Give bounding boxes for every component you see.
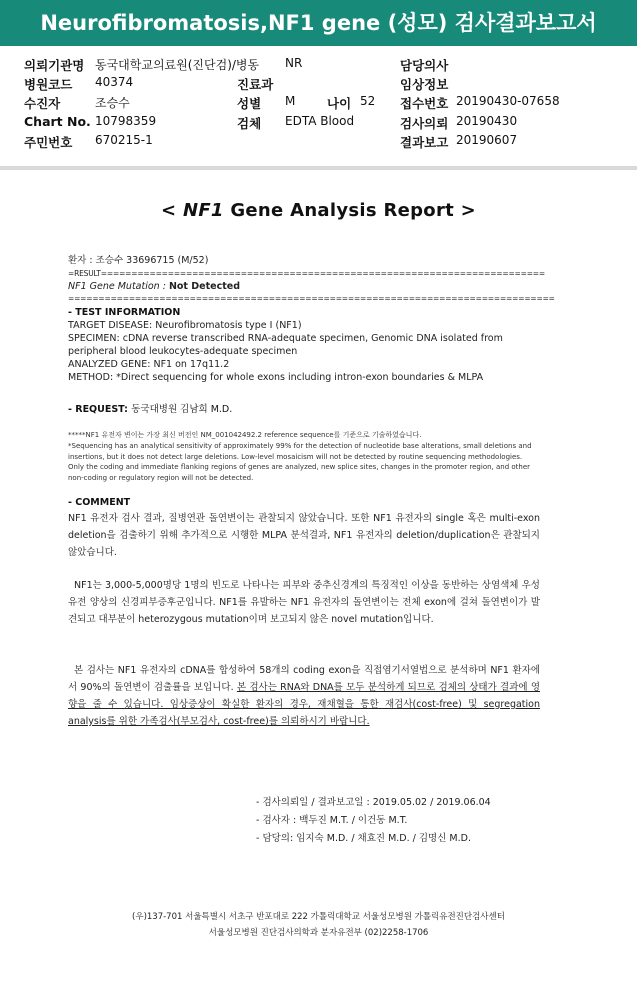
- request-report-dates: - 검사의뢰일 / 결과보고일 : 2019.05.02 / 2019.06.04: [256, 797, 491, 808]
- value-receipt-no: 20190430-07658: [456, 94, 560, 108]
- patient-line: 환자 : 조승수 33696715 (M/52): [68, 255, 209, 266]
- report-title-bar: Neurofibromatosis,NF1 gene (성모) 검사결과보고서: [0, 0, 637, 46]
- value-age: 52: [360, 94, 376, 108]
- value-report-date: 20190607: [456, 133, 518, 147]
- value-resident-no: 670215-1: [95, 133, 153, 147]
- result-separator: =RESULT=========================================================================: [68, 269, 545, 278]
- label-department: 진료과: [237, 77, 274, 92]
- label-doctor: 담당의사: [400, 58, 449, 73]
- label-patient: 수진자: [24, 96, 61, 111]
- report-heading: < NF1 Gene Analysis Report >: [161, 200, 476, 221]
- separator: ================================================================================: [68, 294, 555, 303]
- label-specimen: 검체: [237, 116, 262, 131]
- reference-note: *****NF1 유전자 변이는 가장 최신 버전인 NM_001042492.2 reference sequence를 기준으로 기술하였습니다.: [68, 431, 422, 439]
- label-sex: 성별: [237, 96, 262, 111]
- comment-paragraph-1: NF1 유전자 검사 결과, 질병연관 돌연변이는 관찰되지 않았습니다. 또한 NF1 유전자의 single 혹은 multi-exon deletion을 검출하기 위해 추가적으로 시행한 MLPA 분석결과, NF1 유전자의 deletion/duplication은 관찰되지 않았습니다.: [68, 513, 540, 558]
- label-resident-no: 주민번호: [24, 135, 73, 150]
- specimen-line-1: SPECIMEN: cDNA reverse transcribed RNA-adequate specimen, Genomic DNA isolated from: [68, 333, 503, 344]
- request-line: - REQUEST: 동국대병원 김남희 M.D.: [68, 404, 233, 415]
- value-specimen: EDTA Blood: [285, 114, 355, 128]
- specimen-line-2: peripheral blood leukocytes-adequate specimen: [68, 346, 298, 357]
- method: METHOD: *Direct sequencing for whole exons including intron-exon boundaries & MLPA: [68, 372, 484, 383]
- label-chart-no: Chart No.: [24, 114, 91, 129]
- label-hospital-code: 병원코드: [24, 77, 73, 92]
- patient-header: [0, 46, 637, 166]
- value-ward: NR: [285, 56, 303, 70]
- physicians: - 담당의: 임지숙 M.D. / 채효진 M.D. / 김명신 M.D.: [256, 833, 471, 844]
- value-sex: M: [285, 94, 296, 108]
- target-disease: TARGET DISEASE: Neurofibromatosis type I (NF1): [68, 320, 302, 331]
- label-age: 나이: [327, 96, 352, 111]
- value-chart-no: 10798359: [95, 114, 157, 128]
- value-institution: 동국대학교의료원(진단검)/병동: [95, 58, 260, 72]
- examiners: - 검사자 : 백두진 M.T. / 이건동 M.T.: [256, 815, 408, 826]
- label-institution: 의뢰기관명: [24, 58, 85, 73]
- value-hospital-code: 40374: [95, 75, 134, 89]
- analyzed-gene: ANALYZED GENE: NF1 on 17q11.2: [68, 359, 230, 370]
- label-request-date: 검사의뢰: [400, 116, 449, 131]
- sensitivity-note: *Sequencing has an analytical sensitivity of approximately 99% for the detection of nucleotide base alterations, small deletions and insertions, but it does not detect large deletions. Low-level mosaicism will not be detected by routine sequencing methodologies. Only the coding and immediate flanking regions of genes are analyzed, new splice sites, changes in the promoter region, and other non-coding or regulatory region will not be detected.: [68, 442, 532, 482]
- test-info-header: - TEST INFORMATION: [68, 307, 181, 318]
- comment-header: - COMMENT: [68, 497, 131, 508]
- comment-paragraph-3: 본 검사는 NF1 유전자의 cDNA를 합성하여 58개의 coding exon을 직접염기서열법으로 분석하며 NF1 환자에서 90%의 돌연변이 검출률을 보입니다. 본 검사는 RNA와 DNA를 모두 분석하게 되므로 검체의 상태가 결과에 영향을 줄 수 있습니다. 임상증상이 확실한 환자의 경우, 재채혈을 통한 재검사(cost-free) 및 segregation analysis를 위한 가족검사(부모검사, cost-free)를 의뢰하시기 바랍니다.: [68, 665, 540, 727]
- label-clinical-info: 임상정보: [400, 77, 449, 92]
- label-receipt-no: 접수번호: [400, 96, 449, 111]
- value-request-date: 20190430: [456, 114, 518, 128]
- mutation-result: NF1 Gene Mutation : Not Detected: [68, 281, 240, 292]
- footer-address: (우)137-701 서울특별시 서초구 반포대로 222 가톨릭대학교 서울성모병원 가톨릭유전진단검사센터: [132, 912, 505, 922]
- label-report-date: 결과보고: [400, 135, 449, 150]
- footer-contact: 서울성모병원 진단검사의학과 분자유전부 (02)2258-1706: [208, 928, 429, 938]
- value-patient: 조승수: [95, 96, 130, 110]
- comment-paragraph-2: NF1는 3,000-5,000명당 1명의 빈도로 나타나는 피부와 중추신경계의 특징적인 이상을 동반하는 상염색체 우성유전 양상의 신경피부증후군입니다. NF1를 유발하는 NF1 유전자의 돌연변이는 전체 exon에 걸쳐 돌연변이가 발견되고 대부분이 heterozygous mutation이며 보고되지 않은 novel mutation입니다.: [68, 580, 540, 625]
